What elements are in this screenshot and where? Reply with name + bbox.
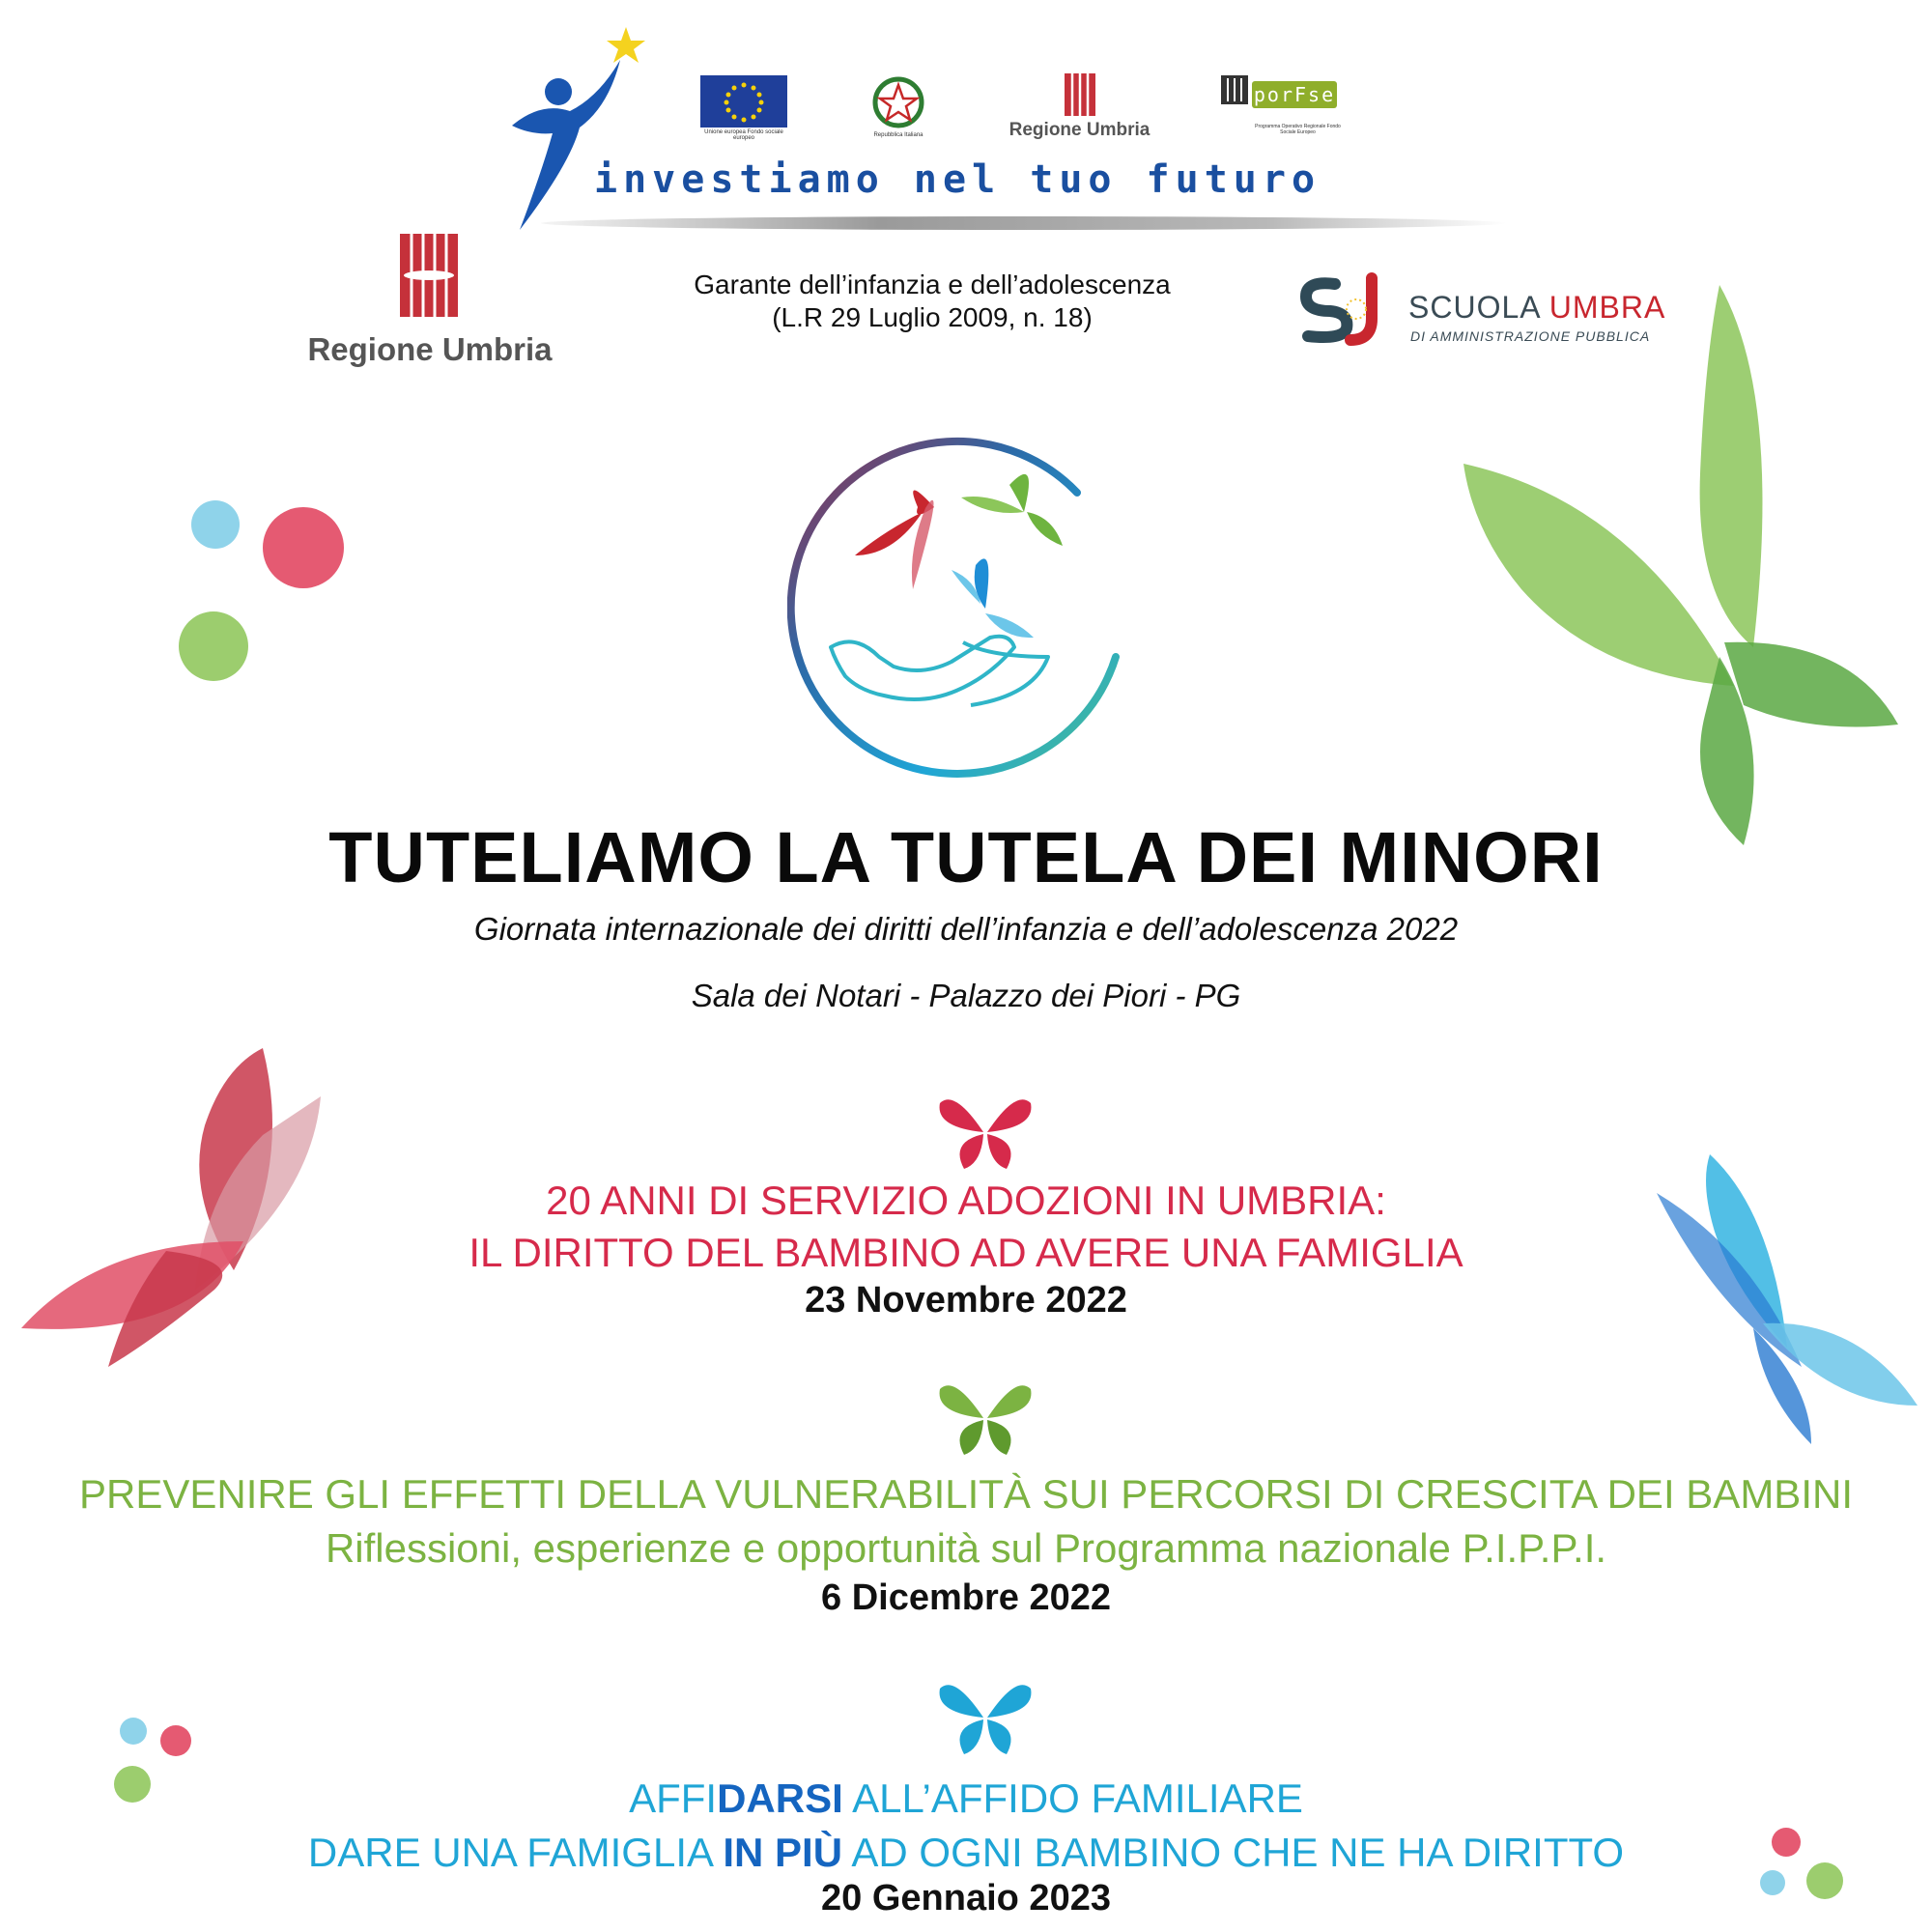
event1-line1: 20 ANNI DI SERVIZIO ADOZIONI IN UMBRIA: xyxy=(546,1178,1386,1223)
hand-butterflies-logo-icon xyxy=(787,415,1154,787)
event3-line1-b: DARSI xyxy=(717,1776,843,1821)
dot-blue-small xyxy=(120,1718,147,1745)
event3-line1-a: AFFI xyxy=(629,1776,718,1821)
event1-date: 23 Novembre 2022 xyxy=(805,1280,1127,1321)
italy-caption: Repubblica Italiana xyxy=(873,132,923,138)
swoosh-divider xyxy=(541,216,1507,230)
garante-line2: (L.R 29 Luglio 2009, n. 18) xyxy=(772,302,1093,332)
event3-line2 xyxy=(0,1827,1932,1879)
logo-red-butterfly xyxy=(855,491,934,590)
event2-line2: Riflessioni, esperienze e opportunità sul Programma nazionale P.I.P.P.I. xyxy=(325,1525,1607,1571)
garante-line1: Garante dell’infanzia e dell’adolescenza xyxy=(694,270,1171,299)
regione-umbria-emblem-icon xyxy=(400,234,458,317)
green-butterfly-icon xyxy=(1463,280,1898,850)
event3-line1 xyxy=(0,1773,1932,1825)
scuola-umbra-subtitle: DI AMMINISTRAZIONE PUBBLICA xyxy=(1410,328,1651,344)
event2-line1: PREVENIRE GLI EFFETTI DELLA VULNERABILITÀ SUI PERCORSI DI CRESCITA DEI BAMBINI xyxy=(79,1471,1853,1517)
porfse-logo xyxy=(1252,81,1337,108)
event3-line1-c: ALL’AFFIDO FAMILIARE xyxy=(842,1776,1303,1821)
dot-red-small xyxy=(160,1725,191,1756)
umbria-emblem-icon xyxy=(1065,73,1095,116)
red-butterfly-small-icon xyxy=(935,1094,1036,1171)
scuola-umbra-logo-icon xyxy=(1296,272,1403,350)
logo-green-butterfly xyxy=(961,474,1063,546)
regione-small-label: Regione Umbria xyxy=(1009,120,1151,140)
event3-line2-b: IN PIÙ xyxy=(723,1830,843,1875)
logo-blue-butterfly xyxy=(952,558,1034,638)
dot-blue xyxy=(191,500,240,549)
italy-emblem-icon xyxy=(869,73,927,131)
regione-umbria-label: Regione Umbria xyxy=(307,331,553,367)
event3-line2-c: AD OGNI BAMBINO CHE NE HA DIRITTO xyxy=(842,1830,1625,1875)
porfse-logo-text: porFse xyxy=(1253,83,1336,106)
eu-flag-icon xyxy=(700,75,787,128)
porfse-emblem-icon xyxy=(1221,75,1248,104)
event1-line2: IL DIRITTO DEL BAMBINO AD AVERE UNA FAMIGLIA xyxy=(469,1230,1463,1275)
event3-date: 20 Gennaio 2023 xyxy=(821,1878,1111,1918)
slogan: investiamo nel tuo futuro xyxy=(594,157,1321,202)
blue-butterfly-small-icon xyxy=(935,1679,1036,1756)
main-title: TUTELIAMO LA TUTELA DEI MINORI xyxy=(328,817,1604,897)
dot-green xyxy=(179,611,248,681)
subtitle: Giornata internazionale dei diritti dell’infanzia e dell’adolescenza 2022 xyxy=(473,911,1459,947)
green-butterfly-small-icon xyxy=(935,1379,1036,1457)
scuola-word: SCUOLA xyxy=(1408,290,1540,325)
umbra-word: UMBRA xyxy=(1548,290,1666,325)
eu-caption: Unione europea Fondo sociale europeo xyxy=(704,129,783,141)
event3-line2-a: DARE UNA FAMIGLIA xyxy=(307,1830,724,1875)
hand-icon xyxy=(831,637,1048,705)
porfse-caption: Programma Operativo Regionale Fondo Sociale Europeo xyxy=(1255,124,1341,135)
dot-red xyxy=(263,507,344,588)
location: Sala dei Notari - Palazzo dei Piori - PG xyxy=(691,978,1241,1013)
event2-date: 6 Dicembre 2022 xyxy=(821,1577,1111,1618)
garante-text xyxy=(589,269,1275,334)
